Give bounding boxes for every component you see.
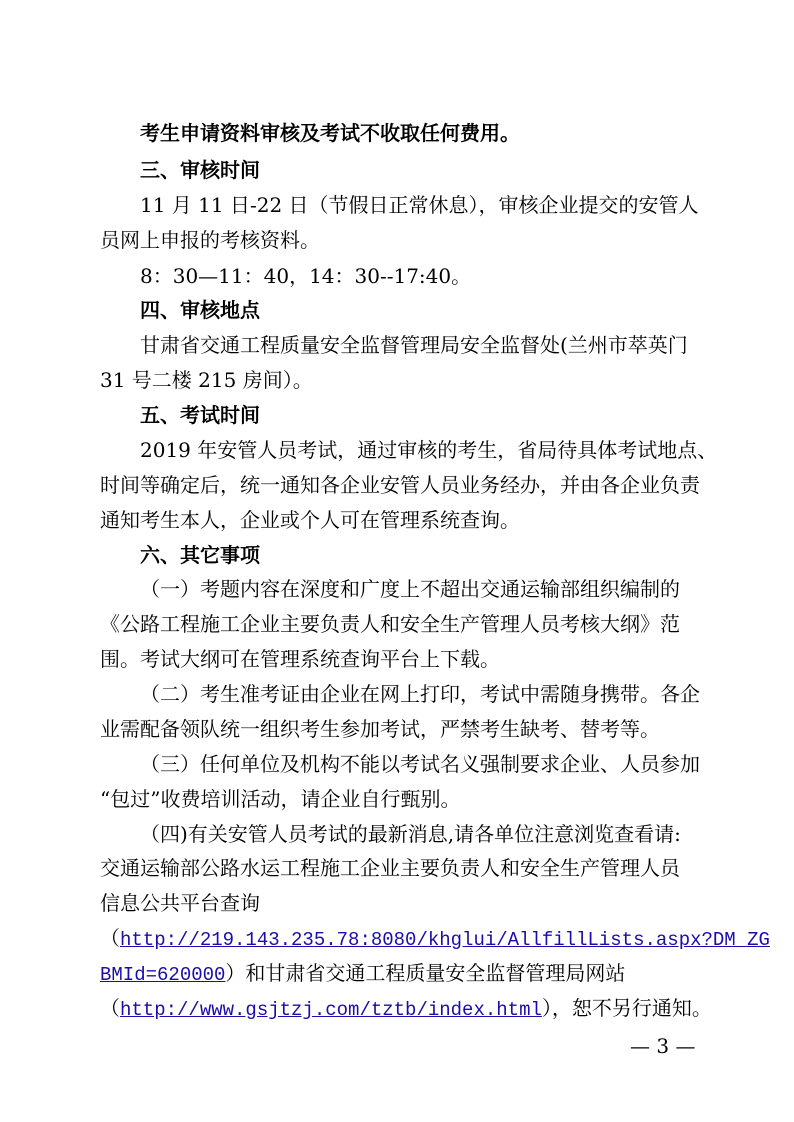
paragraph-item-3: （三）任何单位及机构不能以考试名义强制要求企业、人员参加 <box>140 752 700 776</box>
paragraph-item-4-tail: ）和甘肃省交通工程质量安全监督管理局网站 <box>225 961 626 985</box>
paragraph-exam-info-cont: 时间等确定后，统一通知各企业安管人员业务经办，并由各企业负责 <box>100 473 700 497</box>
section-heading-review-location: 四、审核地点 <box>140 298 260 322</box>
ministry-platform-link[interactable]: http://219.143.235.78:8080/khglui/AllfillLists.aspx?DM_ZG <box>120 929 770 951</box>
paragraph-item-4-link-line <box>0 996 794 1022</box>
paragraph-item-4-cont: 交通运输部公路水运工程施工企业主要负责人和安全生产管理人员 <box>100 856 680 880</box>
paragraph-review-hours: 8：30—11：40，14：30--17:40。 <box>140 264 472 288</box>
paragraph-item-4-link-line <box>0 926 794 952</box>
paragraph-item-1-cont: 围。考试大纲可在管理系统查询平台上下载。 <box>100 647 500 671</box>
paren-open: （ <box>100 996 120 1020</box>
section-heading-exam-time: 五、考试时间 <box>140 403 260 427</box>
paragraph-fee-notice: 考生申请资料审核及考试不收取任何费用。 <box>140 121 520 145</box>
paragraph-item-3-cont: “包过”收费培训活动，请企业自行甄别。 <box>100 787 461 811</box>
paragraph-item-2-cont: 业需配备领队统一组织考生参加考试，严禁考生缺考、替考等。 <box>100 717 660 741</box>
paren-open: （ <box>100 926 120 950</box>
paragraph-item-4: （四)有关安管人员考试的最新消息,请各单位注意浏览查看请: <box>140 822 681 846</box>
page-number: — 3 — <box>630 1034 696 1058</box>
paragraph-review-dates-cont: 员网上申报的考核资料。 <box>100 228 320 252</box>
paragraph-item-1: （一）考题内容在深度和广度上不超出交通运输部组织编制的 <box>140 577 680 601</box>
paragraph-location: 甘肃省交通工程质量安全监督管理局安全监督处(兰州市萃英门 <box>140 333 688 357</box>
paragraph-review-dates: 11 月 11 日-22 日（节假日正常休息），审核企业提交的安管人 <box>140 193 699 217</box>
paragraph-item-2: （二）考生准考证由企业在网上打印，考试中需随身携带。各企 <box>140 682 700 706</box>
paragraph-location-cont: 31 号二楼 215 房间）。 <box>100 368 313 392</box>
paragraph-item-4-cont: 信息公共平台查询 <box>100 891 260 915</box>
paragraph-exam-info-cont: 通知考生本人，企业或个人可在管理系统查询。 <box>100 508 520 532</box>
gsjtzj-website-link[interactable]: http://www.gsjtzj.com/tztb/index.html <box>120 999 542 1021</box>
paragraph-item-1-cont: 《公路工程施工企业主要负责人和安全生产管理人员考核大纲》范 <box>100 612 680 636</box>
section-heading-other-matters: 六、其它事项 <box>140 543 260 567</box>
paragraph-item-4-end: ），恕不另行通知。 <box>541 996 712 1020</box>
ministry-platform-link-cont[interactable]: BMId=620000 <box>100 964 226 986</box>
paragraph-item-4-link-line <box>0 961 794 987</box>
section-heading-review-time: 三、审核时间 <box>140 158 260 182</box>
paragraph-exam-info: 2019 年安管人员考试，通过审核的考生，省局待具体考试地点、 <box>140 438 718 462</box>
